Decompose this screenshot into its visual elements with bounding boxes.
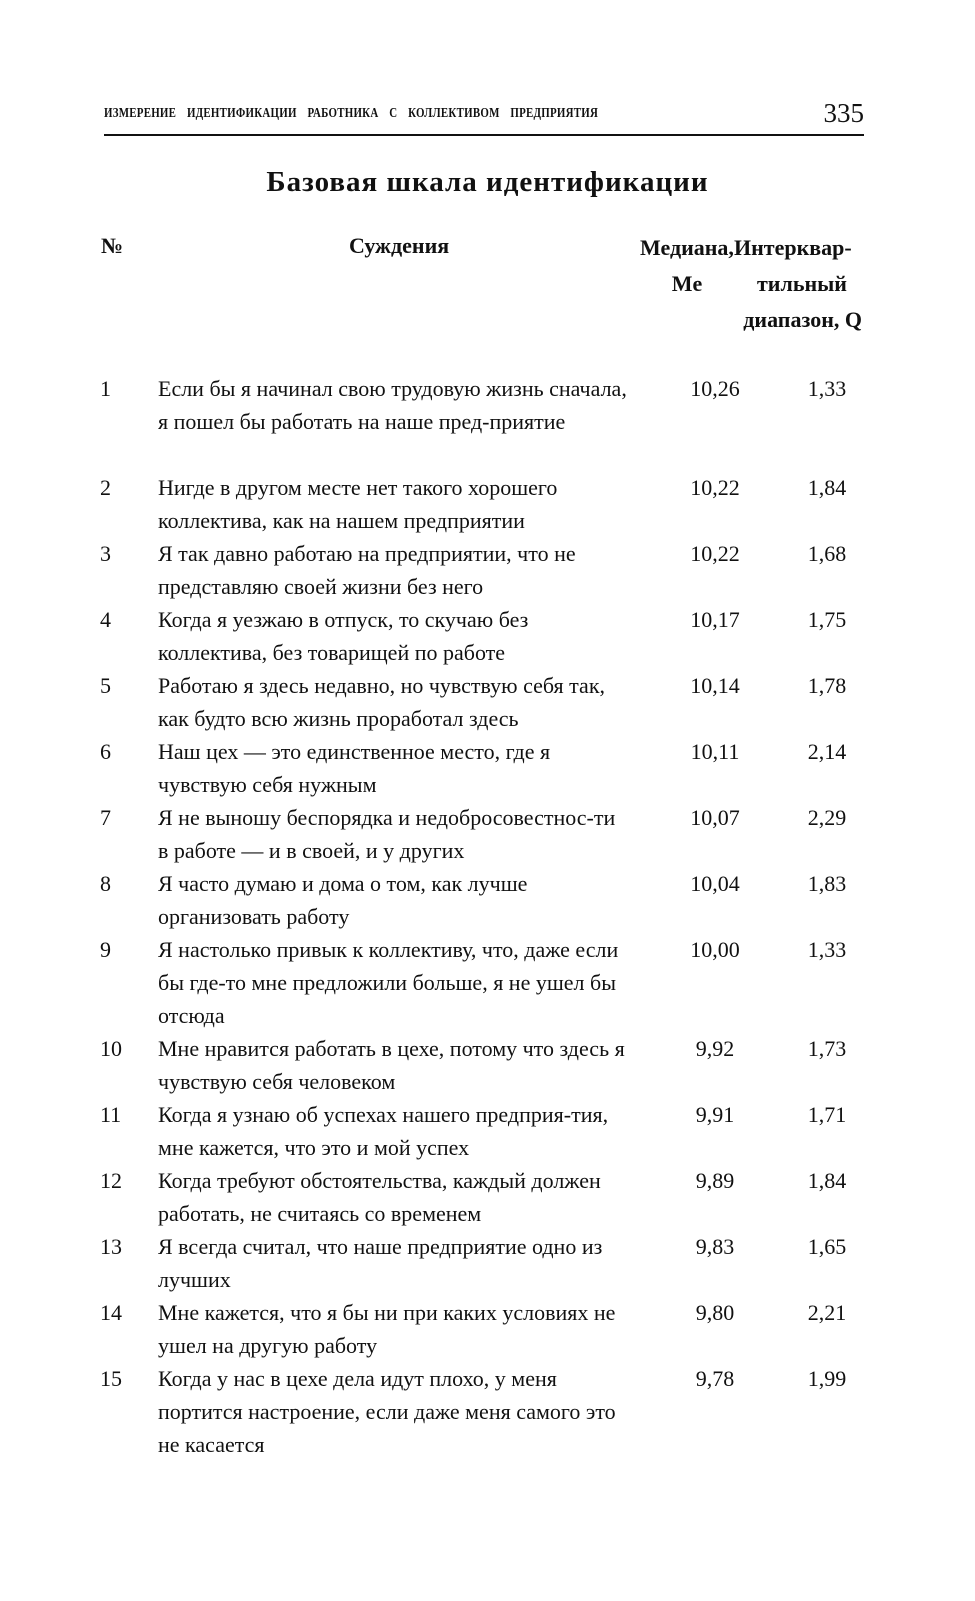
row-judgment: Я настолько привык к коллективу, что, даже если бы где-то мне предложили больше, я не ушел бы отсюда (158, 937, 619, 1028)
table-row (0, 537, 975, 603)
row-median: 9,78 (695, 1366, 735, 1391)
row-judgment: Когда у нас в цехе дела идут плохо, у меня портится настроение, если даже меня самого это не касается (158, 1366, 616, 1457)
table-row (0, 471, 975, 537)
row-median: 10,22 (690, 475, 740, 500)
row-number: 1 (100, 376, 111, 401)
row-median: 10,22 (690, 541, 740, 566)
row-median: 9,91 (695, 1102, 735, 1127)
table-row (0, 867, 975, 933)
page-number: 335 (823, 98, 864, 128)
row-median: 10,04 (690, 871, 740, 896)
row-iqr: 1,78 (807, 673, 847, 698)
row-iqr: 2,21 (807, 1300, 847, 1325)
table-row (0, 1296, 975, 1362)
row-judgment: Когда я узнаю об успехах нашего предприя-тия, мне кажется, что это и мой успех (158, 1102, 609, 1160)
row-median: 10,17 (690, 607, 740, 632)
table-row (0, 669, 975, 735)
table-row (0, 933, 975, 1032)
row-iqr: 1,75 (807, 607, 847, 632)
column-header-iqr-line2: тильный (757, 271, 847, 296)
row-iqr: 1,65 (807, 1234, 847, 1259)
column-header-iqr-line1: Интерквар- (734, 235, 852, 260)
row-number: 6 (100, 739, 111, 764)
row-judgment: Я часто думаю и дома о том, как лучше организовать работу (158, 871, 528, 929)
row-median: 9,80 (695, 1300, 735, 1325)
column-header-judgment: Суждения (349, 233, 450, 258)
row-iqr: 1,83 (807, 871, 847, 896)
row-judgment: Мне нравится работать в цехе, потому что здесь я чувствую себя человеком (158, 1036, 625, 1094)
header-rule (104, 134, 864, 136)
row-iqr: 1,73 (807, 1036, 847, 1061)
row-judgment: Я так давно работаю на предприятии, что не представляю своей жизни без него (158, 541, 576, 599)
row-judgment: Когда я уезжаю в отпуск, то скучаю без коллектива, без товарищей по работе (158, 607, 529, 665)
row-iqr: 1,68 (807, 541, 847, 566)
column-header-median-line1: Медиана, (640, 235, 734, 260)
row-iqr: 1,84 (807, 1168, 847, 1193)
row-number: 14 (100, 1300, 122, 1325)
row-number: 3 (100, 541, 111, 566)
row-number: 13 (100, 1234, 122, 1259)
row-iqr: 1,33 (807, 376, 847, 401)
column-header-median (640, 230, 734, 302)
row-median: 9,92 (695, 1036, 735, 1061)
table-row (0, 801, 975, 867)
table-row (0, 603, 975, 669)
table-row (0, 1230, 975, 1296)
row-judgment: Когда требуют обстоятельства, каждый должен работать, не считаясь со временем (158, 1168, 601, 1226)
row-median: 9,89 (695, 1168, 735, 1193)
row-iqr: 1,84 (807, 475, 847, 500)
row-judgment: Мне кажется, что я бы ни при каких условиях не ушел на другую работу (158, 1300, 616, 1358)
row-median: 10,26 (690, 376, 740, 401)
row-median: 10,07 (690, 805, 740, 830)
row-judgment: Наш цех — это единственное место, где я чувствую себя нужным (158, 739, 551, 797)
running-head (104, 98, 864, 132)
row-number: 10 (100, 1036, 122, 1061)
row-median: 10,00 (690, 937, 740, 962)
row-iqr: 1,33 (807, 937, 847, 962)
column-header-median-line2: Me (671, 271, 703, 296)
table-body (0, 372, 975, 1461)
row-median: 10,14 (690, 673, 740, 698)
row-judgment: Я всегда считал, что наше предприятие одно из лучших (158, 1234, 603, 1292)
table-row (0, 735, 975, 801)
column-header-iqr (734, 230, 862, 338)
row-judgment: Если бы я начинал свою трудовую жизнь сначала, я пошел бы работать на наше пред-приятие (158, 376, 627, 434)
column-header-iqr-line3: диапазон, Q (743, 307, 862, 332)
row-judgment: Нигде в другом месте нет такого хорошего коллектива, как на нашем предприятии (158, 475, 558, 533)
row-judgment: Я не выношу беспорядка и недобросовестнос-ти в работе — и в своей, и у других (158, 805, 616, 863)
row-iqr: 1,71 (807, 1102, 847, 1127)
running-head-title: ИЗМЕРЕНИЕ ИДЕНТИФИКАЦИИ РАБОТНИКА С КОЛЛЕКТИВОМ ПРЕДПРИЯТИЯ (104, 106, 599, 121)
table-row (0, 1164, 975, 1230)
row-median: 9,83 (695, 1234, 735, 1259)
column-header-number: № (101, 233, 124, 258)
row-iqr: 1,99 (807, 1366, 847, 1391)
row-number: 12 (100, 1168, 122, 1193)
row-number: 15 (100, 1366, 122, 1391)
row-number: 5 (100, 673, 111, 698)
row-judgment: Работаю я здесь недавно, но чувствую себя так, как будто всю жизнь проработал здесь (158, 673, 606, 731)
row-median: 10,11 (690, 739, 740, 764)
row-number: 7 (100, 805, 111, 830)
row-number: 11 (100, 1102, 122, 1127)
row-number: 4 (100, 607, 111, 632)
row-iqr: 2,14 (807, 739, 847, 764)
table-row (0, 1362, 975, 1461)
table-row (0, 372, 975, 471)
table-row (0, 1032, 975, 1098)
row-iqr: 2,29 (807, 805, 847, 830)
table-row (0, 1098, 975, 1164)
table-title: Базовая шкала идентификации (266, 166, 709, 198)
row-number: 9 (100, 937, 111, 962)
row-number: 2 (100, 475, 111, 500)
row-number: 8 (100, 871, 111, 896)
